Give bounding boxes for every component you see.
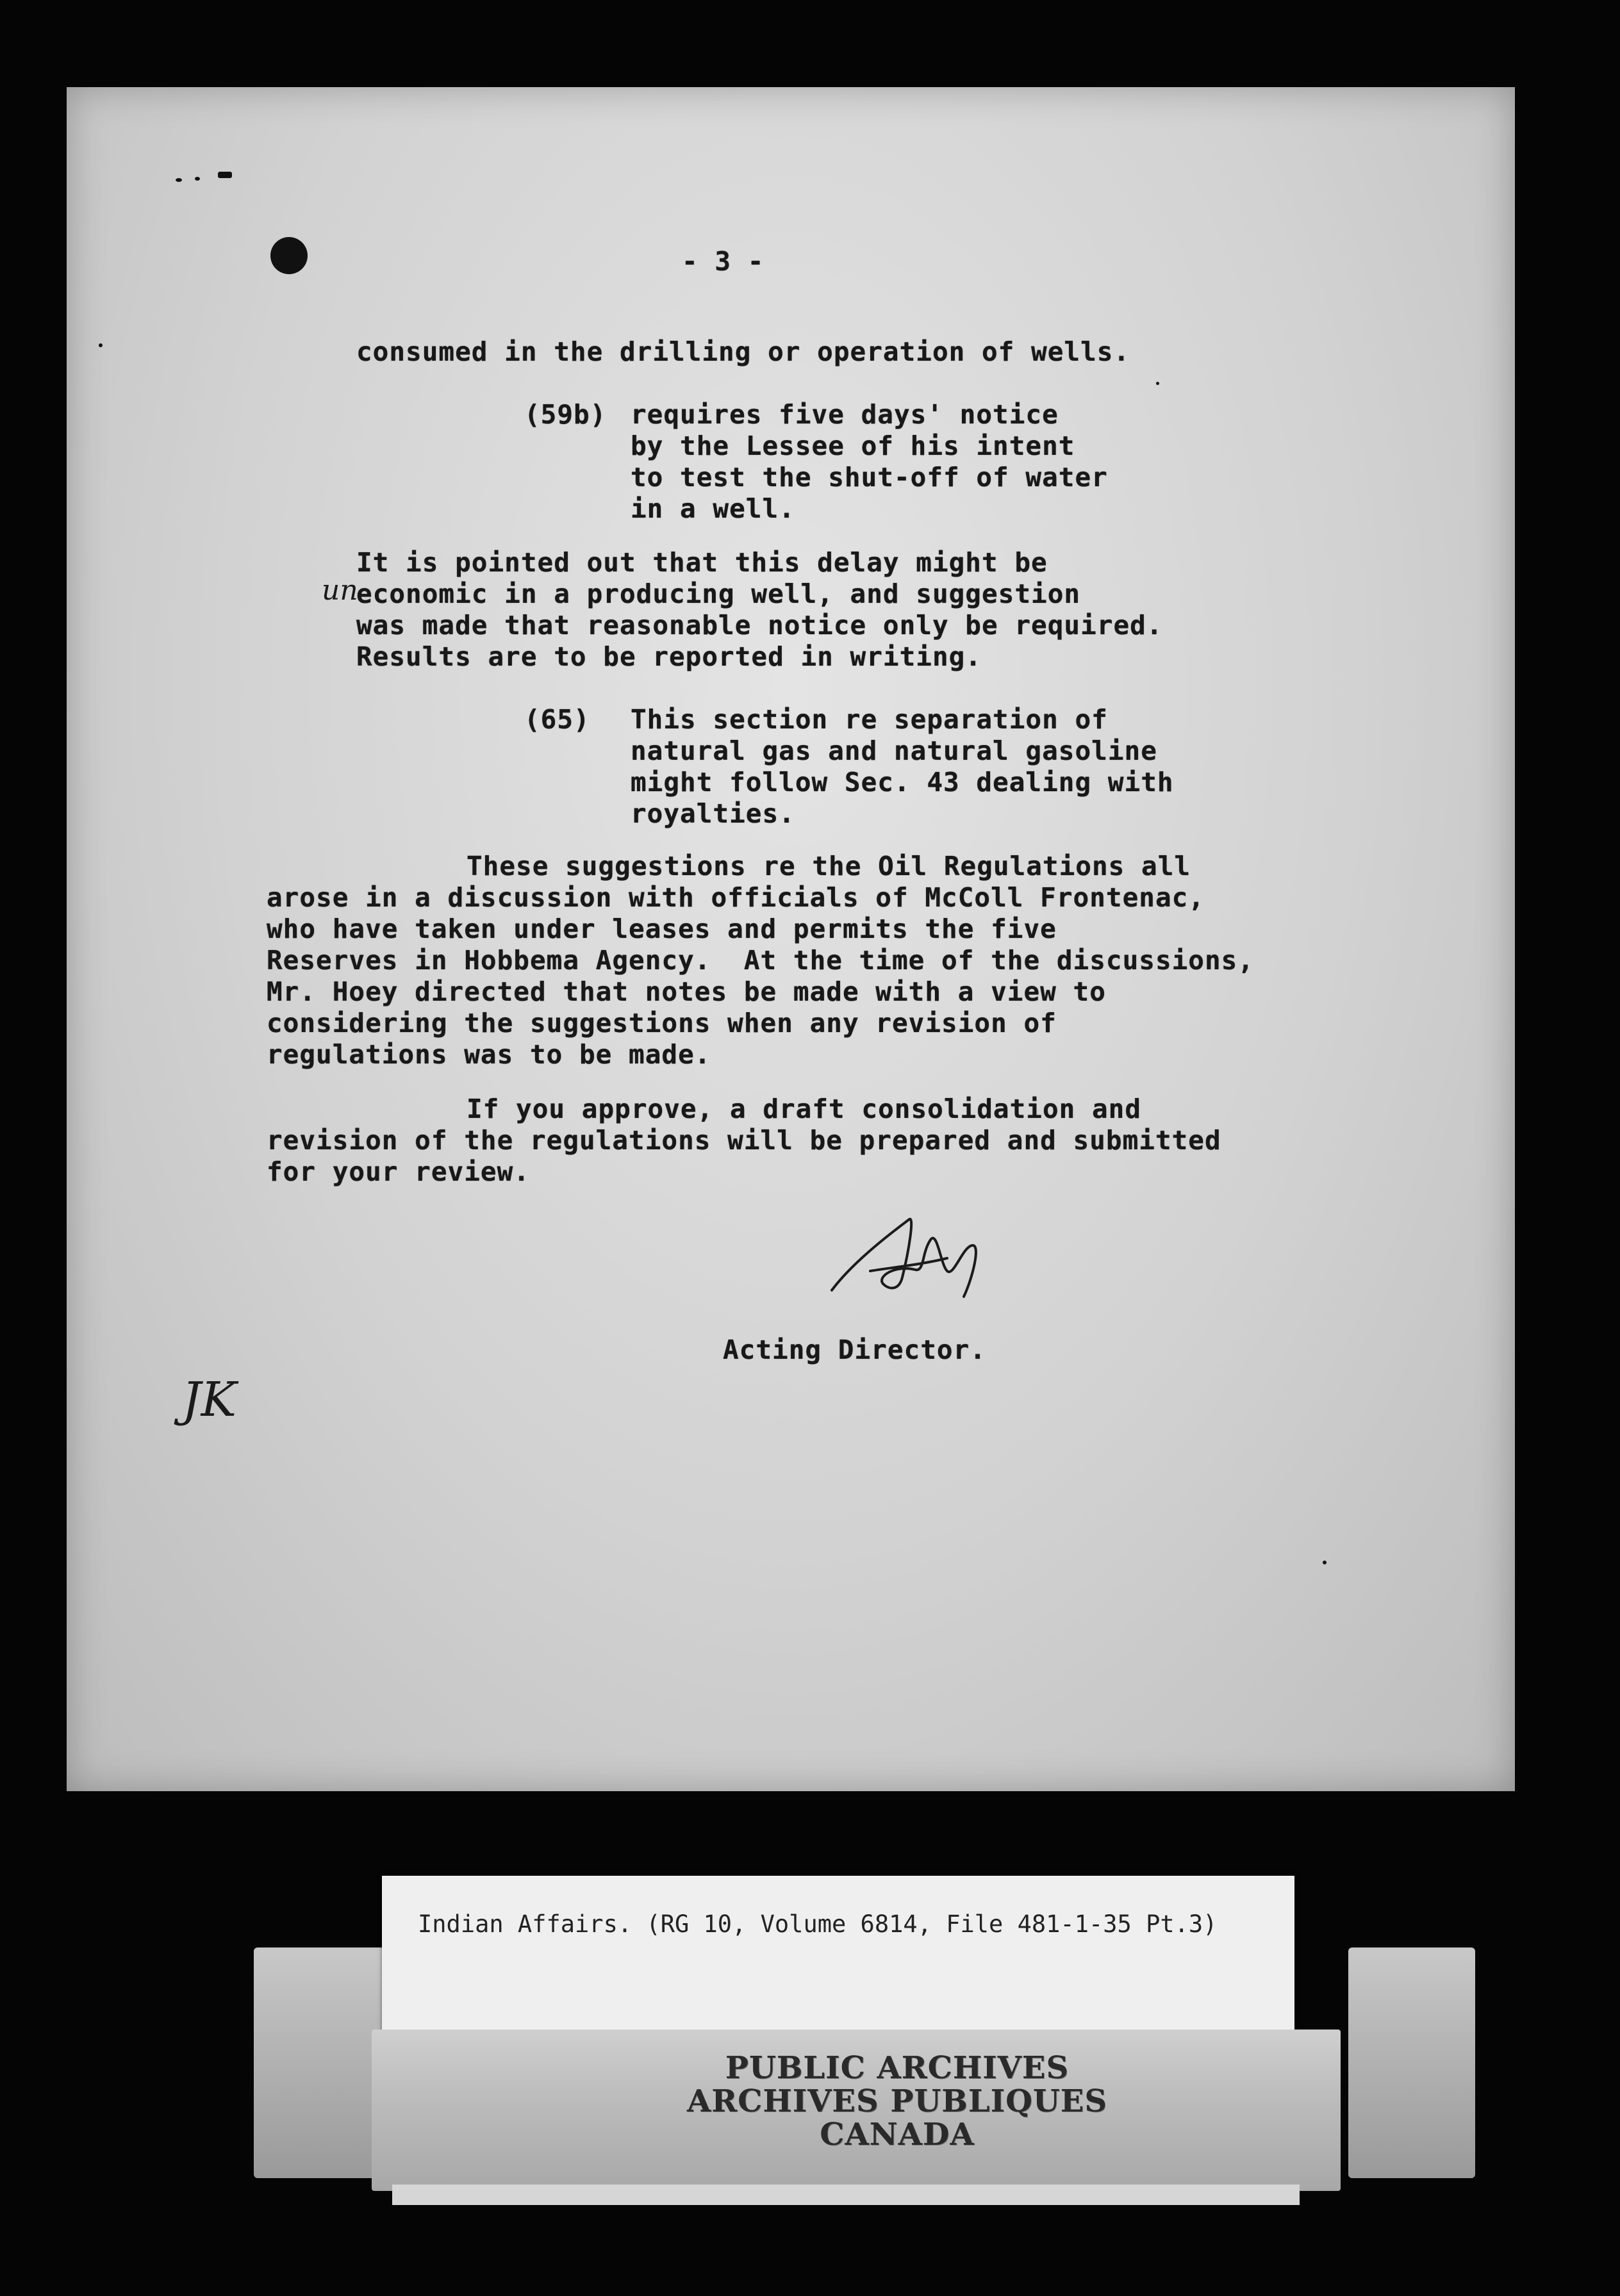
text-line: by the Lessee of his intent — [631, 430, 1075, 461]
speck — [1156, 382, 1159, 385]
text-line: Results are to be reported in writing. — [356, 641, 982, 672]
text-line: natural gas and natural gasoline — [631, 735, 1157, 766]
text-line: Reserves in Hobbema Agency. At the time of the discussions, — [267, 945, 1255, 976]
bottom-strip — [392, 2185, 1300, 2205]
punch-hole — [270, 237, 308, 274]
stamp-line: PUBLIC ARCHIVES — [725, 2050, 1070, 2086]
text-line: This section re separation of — [631, 704, 1108, 735]
text-line: arose in a discussion with officials of McColl Frontenac, — [267, 882, 1205, 913]
initials: JK — [182, 1372, 236, 1427]
film-tab-right — [1348, 1948, 1475, 2178]
text-line: regulations was to be made. — [267, 1039, 711, 1070]
page-marker: - 3 - — [682, 246, 765, 277]
text-line: revision of the regulations will be prepared and submitted — [267, 1125, 1221, 1156]
stamp-line: ARCHIVES PUBLIQUES — [687, 2083, 1107, 2119]
text-line: requires five days' notice — [631, 399, 1059, 430]
speck — [1323, 1561, 1327, 1564]
text-line: economic in a producing well, and suggestion — [356, 578, 1081, 609]
stamp-line: CANADA — [820, 2117, 975, 2152]
signature — [813, 1194, 1005, 1322]
reference-text: Indian Affairs. (RG 10, Volume 6814, File 481-1-35 Pt.3) — [418, 1910, 1218, 1938]
section-number: (59b) — [524, 399, 607, 430]
text-line: who have taken under leases and permits the five — [267, 914, 1057, 944]
text-line: These suggestions re the Oil Regulations all — [467, 851, 1191, 882]
text-line: Mr. Hoey directed that notes be made with a view to — [267, 976, 1106, 1007]
speck — [218, 172, 232, 178]
text-line: considering the suggestions when any revision of — [267, 1008, 1057, 1038]
speck — [195, 177, 200, 181]
handwritten-insert: un — [322, 574, 358, 607]
text-line: to test the shut-off of water — [631, 462, 1108, 493]
speck — [99, 343, 103, 347]
text-line: in a well. — [631, 493, 795, 524]
reference-label — [382, 1876, 1294, 2042]
text-line: It is pointed out that this delay might be — [356, 547, 1048, 578]
text-line: for your review. — [267, 1156, 530, 1187]
signature-title: Acting Director. — [723, 1334, 986, 1365]
text-line: royalties. — [631, 798, 795, 829]
section-number: (65) — [524, 704, 590, 735]
speck — [176, 178, 182, 182]
text-line: If you approve, a draft consolidation and — [467, 1094, 1142, 1124]
document-page — [67, 87, 1515, 1791]
text-line: was made that reasonable notice only be required. — [356, 610, 1163, 641]
text-line: consumed in the drilling or operation of wells. — [356, 336, 1130, 367]
text-line: might follow Sec. 43 dealing with — [631, 767, 1174, 798]
